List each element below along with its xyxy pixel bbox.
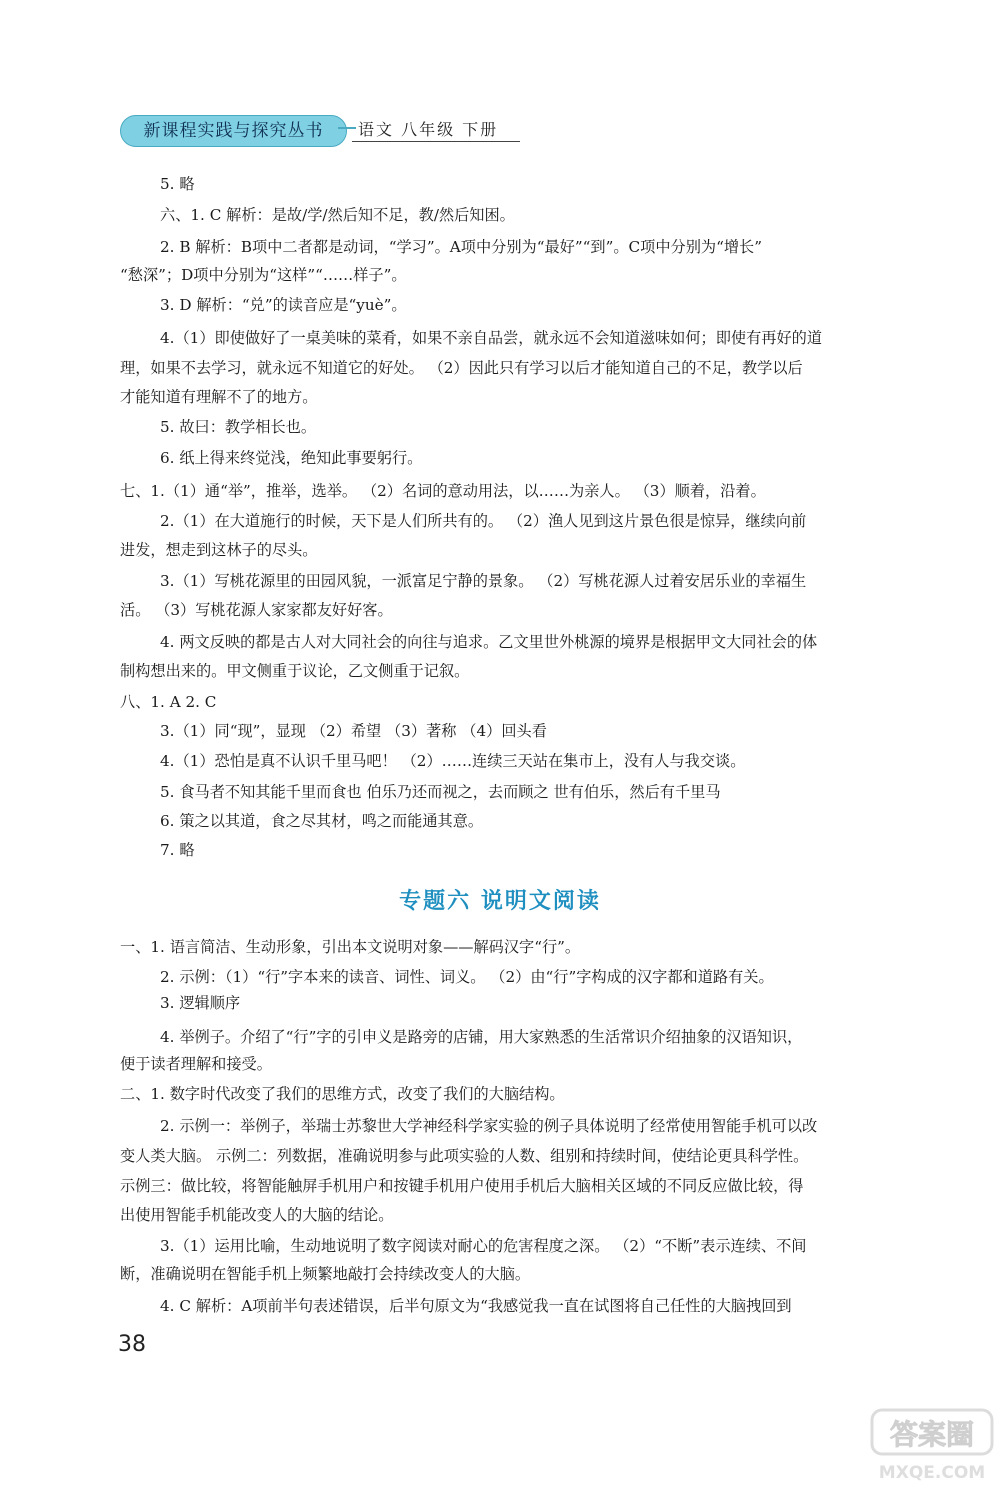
answer-line: 2.（1）在大道施行的时候，天下是人们所共有的。 （2）渔人见到这片景色很是惊异，继续向前 (160, 512, 807, 530)
watermark-top-text: 答案圈 (889, 1418, 975, 1451)
answer-line: 4. 两文反映的都是古人对大同社会的向往与追求。乙文里世外桃源的境界是根据甲文大同社会的体 (160, 633, 818, 651)
answer-line: 3.（1）运用比喻，生动地说明了数字阅读对耐心的危害程度之深。 （2）“不断”表示连续、不间 (160, 1237, 807, 1255)
answer-line: 八、1. A 2. C (120, 693, 217, 711)
answer-line: 理，如果不去学习，就永远不知道它的好处。 （2）因此只有学习以后才能知道自己的不足，教学以后 (120, 359, 803, 377)
answer-line: 活。 （3）写桃花源人家家都友好好客。 (120, 601, 393, 619)
answer-line: 3.（1）写桃花源里的田园风貌，一派富足宁静的景象。 （2）写桃花源人过着安居乐业的幸福生 (160, 572, 807, 590)
subject-label: 语文 八年级 下册 (358, 120, 499, 139)
watermark-logo (868, 1406, 996, 1486)
answer-line: 2. 示例：（1）“行”字本来的读音、词性、词义。 （2）由“行”字构成的汉字都和道路有关。 (160, 968, 774, 986)
answer-line: 3. 逻辑顺序 (160, 994, 241, 1012)
answer-line: 5. 故曰：教学相长也。 (160, 418, 317, 436)
answer-line: 才能知道有理解不了的地方。 (120, 388, 318, 406)
answer-line: 进发，想走到这林子的尽头。 (120, 541, 318, 559)
answer-line: 2. 示例一：举例子，举瑞士苏黎世大学神经科学家实验的例子具体说明了经常使用智能手机可以改 (160, 1117, 818, 1135)
answer-line: 4. C 解析：A项前半句表述错误，后半句原文为“我感觉我一直在试图将自己任性的大脑拽回到 (160, 1297, 792, 1315)
answer-line: 一、1. 语言简洁、生动形象，引出本文说明对象——解码汉字“行”。 (120, 938, 581, 956)
badge-connector (338, 127, 356, 129)
answer-line: 7. 略 (160, 841, 195, 859)
answer-line: 5. 食马者不知其能千里而食也 伯乐乃还而视之，去而顾之 世有伯乐，然后有千里马 (160, 783, 721, 801)
answer-line: 六、1. C 解析：是故/学/然后知不足，教/然后知困。 (160, 206, 515, 224)
answer-line: 3.（1）同“现”，显现 （2）希望 （3）著称 （4）回头看 (160, 722, 547, 740)
answer-line: 4.（1）恐怕是真不认识千里马吧！ （2）……连续三天站在集市上，没有人与我交谈。 (160, 752, 746, 770)
answer-line: 二、1. 数字时代改变了我们的思维方式，改变了我们的大脑结构。 (120, 1085, 565, 1103)
answer-line: 出使用智能手机能改变人的大脑的结论。 (120, 1206, 394, 1224)
answer-line: 4. 举例子。介绍了“行”字的引申义是路旁的店铺，用大家熟悉的生活常识介绍抽象的汉语知识， (160, 1028, 803, 1046)
page-number: 38 (118, 1332, 146, 1357)
section-title: 专题六 说明文阅读 (399, 889, 601, 914)
answer-line: 5. 略 (160, 175, 195, 193)
answer-line: 6. 纸上得来终觉浅，绝知此事要躬行。 (160, 449, 423, 467)
answer-line: 示例三：做比较，将智能触屏手机用户和按键手机用户使用手机后大脑相关区域的不同反应做比较，得 (120, 1177, 804, 1195)
answer-line: 便于读者理解和接受。 (120, 1055, 272, 1073)
answer-line: 2. B 解析：B项中二者都是动词，“学习”。A项中分别为“最好”“到”。C项中分别为“增长” (160, 238, 762, 256)
answer-line: 断，准确说明在智能手机上频繁地敲打会持续改变人的大脑。 (120, 1265, 531, 1283)
watermark-bottom-text: MXQE.COM (878, 1463, 986, 1483)
answer-line: 3. D 解析：“兑”的读音应是“yuè”。 (160, 296, 407, 314)
answer-line: 变人类大脑。 示例二：列数据，准确说明参与此项实验的人数、组别和持续时间，使结论更具科学性。 (120, 1147, 809, 1165)
answer-line: “愁深”；D项中分别为“这样”“……样子”。 (120, 266, 407, 284)
series-badge: 新课程实践与探究丛书 (120, 115, 347, 147)
answer-line: 七、1.（1）通“举”，推举，选举。 （2）名词的意动用法，以……为亲人。 （3）顺着，沿着。 (120, 482, 766, 500)
answer-line: 制构想出来的。甲文侧重于议论，乙文侧重于记叙。 (120, 662, 470, 680)
answer-line: 6. 策之以其道，食之尽其材，鸣之而能通其意。 (160, 812, 484, 830)
header-underline (352, 141, 520, 142)
book-header (120, 113, 520, 147)
answer-line: 4.（1）即使做好了一桌美味的菜肴，如果不亲自品尝，就永远不会知道滋味如何；即使有再好的道 (160, 329, 823, 347)
